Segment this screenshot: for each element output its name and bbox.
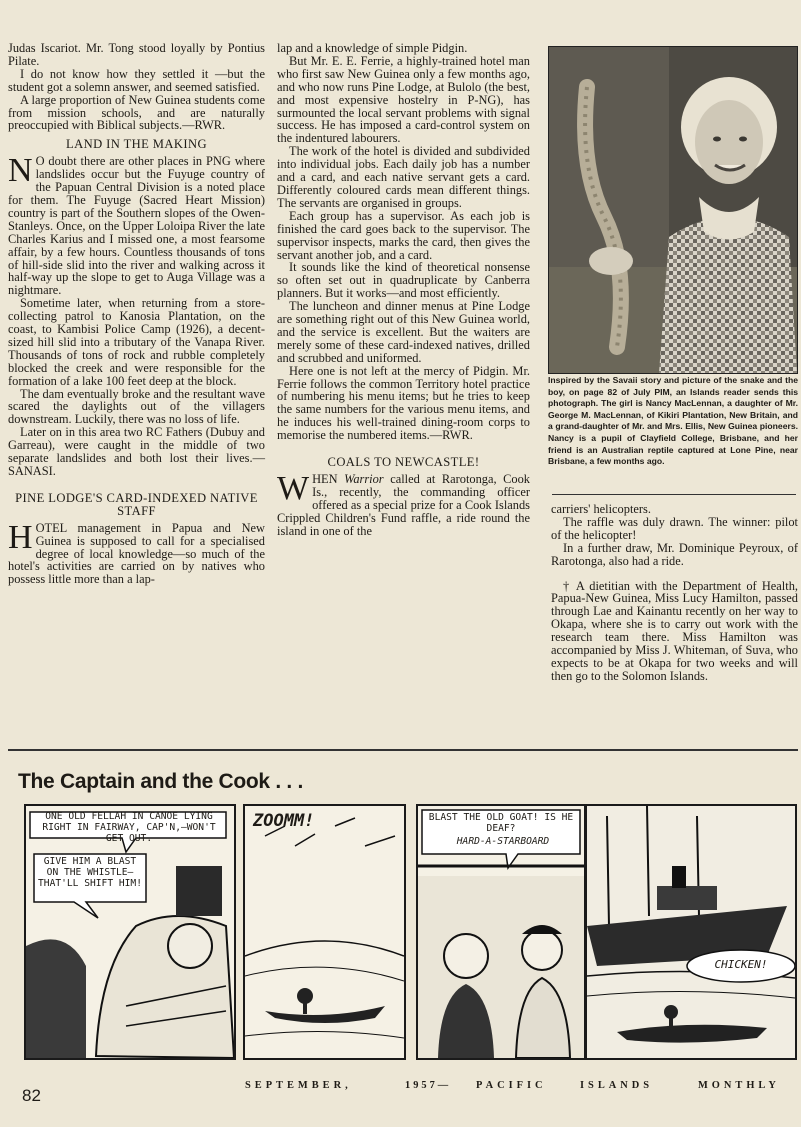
paragraph: † A dietitian with the Department of Health, Papua-New Guinea, Miss Lucy Hamilton, passed through Lae and Kainantu recently on her way to Okapa, where she is to carry out work with the research team there. Miss Hamilton was accompanied by Miss J. Whiteman, of Suva, who expects to be at Okapa for two weeks and will then go to the Solomon Islands. xyxy=(551,578,798,683)
paragraph: N O doubt there are other places in PNG where landslides occur but the Fuyuge country of the Papuan Central Division is a noted place for them. The Fuyuge (Sacred Heart Mission) country is part of the Southern slopes of the Owen-Stanleys. Once, on the Upper Loloipa River the late Charles Karius and I missed one, a most fearsome affair, by a few hours. Countless thousands of tons of hill-side slid into the river and walking across it half-way up the slope to get to Auga Village was a nightmare. xyxy=(8,152,265,298)
sound-effect: ZOOMM! xyxy=(253,811,315,831)
drop-cap: N xyxy=(8,152,33,190)
speech-bubble: GIVE HIM A BLAST ON THE WHISTLE—THAT'LL SHIFT HIM! xyxy=(38,856,142,889)
paragraph: It sounds like the kind of theoretical nonsense so often set out in quadruplicate by Canberra planners. But it works—and most efficiently. xyxy=(277,260,530,301)
paragraph: The luncheon and dinner menus at Pine Lodge are something right out of this New Guinea world, and the service is excellent. But the waiters are merely some of these card-indexed natives, drilled and scrubbed and uniformed. xyxy=(277,299,530,365)
paragraph: HOTEL management in Papua and New Guinea is supposed to call for a specialised degree of local knowledge—so much of the hotel's activities are carried on by natives who possess little more than a lap- xyxy=(8,518,265,587)
paragraph: The raffle was duly drawn. The winner: pilot of the helicopter! xyxy=(551,514,798,542)
article-heading: PINE LODGE'S CARD-INDEXED NATIVE STAFF xyxy=(15,490,258,518)
drop-cap: W xyxy=(277,470,310,507)
footer-publication-2: ISLANDS xyxy=(580,1080,654,1091)
article-heading: COALS TO NEWCASTLE! xyxy=(327,455,480,470)
paragraph: But Mr. E. E. Ferrie, a highly-trained hotel man who first saw New Guinea only a few months ago, and who now runs Pine Lodge, at Bulolo (the best, and most expensive hostelry in P-NG), has surmounted the local servant problems with signal success. He has imposed a card-control system on the indentured labourers. xyxy=(277,53,530,146)
photo-illustration xyxy=(549,47,797,373)
paragraph: carriers' helicopters. xyxy=(551,502,651,516)
footer-publication-1: PACIFIC xyxy=(476,1080,547,1091)
paragraph: The work of the hotel is divided and subdivided into individual jobs. Each daily job has a number and a card, and each native servant gets a card. Differently coloured cards mean different things. The servants are organised in groups. xyxy=(277,144,530,210)
speech-bubble: BLAST THE OLD GOAT! IS HE DEAF? xyxy=(428,812,574,834)
drop-cap: H xyxy=(8,518,33,556)
paragraph: The dam eventually broke and the resultant wave scared the daylights out of the villagers downstream. Luckily, there was no loss of life. xyxy=(8,386,265,427)
paragraph: In a further draw, Mr. Dominique Peyroux, of Rarotonga, also had a ride. xyxy=(551,540,798,568)
speech-bubble: CHICKEN! xyxy=(714,958,768,971)
paragraph: Judas Iscariot. Mr. Tong stood loyally by Pontius Pilate. xyxy=(8,41,265,68)
column-2 xyxy=(277,42,530,538)
paragraph: Later on in this area two RC Fathers (Dubuy and Garreau), were caught in the middle of two separate landslides and both lost their lives.—SANASI. xyxy=(8,425,265,478)
photo-caption: Inspired by the Savaii story and picture of the snake and the boy, on page 82 of July PIM, an Islands reader sends this photograph. The girl is Nancy MacLennan, a daughter of Mr. George M. MacLennan, of Kikiri Plantation, New Britain, and a grand-daughter of Mr. and Mrs. Ellis, New Guinea pioneers. Nancy is a pupil of Clayfield College, Brisbane, and her friend is an Australian reptile captured at Lone Pine, near Brisbane, a few months ago. xyxy=(548,375,798,467)
footer-year: 1957— xyxy=(405,1080,452,1091)
paragraph: lap and a knowledge of simple Pidgin. xyxy=(277,41,468,55)
speech-bubble: ONE OLD FELLAH IN CANOE LYING RIGHT IN FAIRWAY, CAP'N,—WON'T GET OUT. xyxy=(42,811,216,844)
caption-divider xyxy=(552,494,796,495)
comic-title: The Captain and the Cook . . . xyxy=(18,770,304,793)
comic-panel-3 xyxy=(416,804,586,1060)
photograph-girl-with-snake xyxy=(548,46,798,374)
paragraph: A large proportion of New Guinea students come from mission schools, and are naturally preoccupied with Biblical subjects.—RWR. xyxy=(8,92,265,133)
panel-2-drawing xyxy=(245,806,404,1058)
page-number: 82 xyxy=(22,1086,41,1105)
footer-publication-3: MONTHLY xyxy=(698,1080,780,1091)
paragraph: I do not know how they settled it —but the student got a solemn answer, and seemed satisfied. xyxy=(8,66,265,94)
comic-panel-1 xyxy=(24,804,236,1060)
paragraph: WHEN Warrior called at Rarotonga, Cook Is., recently, the commanding officer offered as a special prize for a Cook Islands Crippled Children's Fund raffle, a ride round the island in one of the xyxy=(277,470,530,538)
panel-4-drawing xyxy=(587,806,795,1058)
section-divider xyxy=(8,749,798,751)
paragraph: Each group has a supervisor. As each job is finished the card goes back to the supervisor. The supervisor inspects, marks the card, then gives the servant another job, and a card. xyxy=(277,208,530,262)
footer-month: SEPTEMBER, xyxy=(245,1080,352,1091)
speech-bubble: HARD-A-STARBOARD xyxy=(456,836,550,847)
comic-panel-2 xyxy=(243,804,406,1060)
paragraph: Here one is not left at the mercy of Pidgin. Mr. Ferrie follows the common Territory hotel practice of numbering his menu items; but he tries to keep the same numbers for the various menu items, and he induces his well-trained dining-room corps to memorise the numbered items.—RWR. xyxy=(277,363,530,443)
article-heading: LAND IN THE MAKING xyxy=(66,137,207,152)
paragraph: Sometime later, when returning from a store-collecting patrol to Kanosia Plantation, on the coast, to Kambisi Police Camp (1926), a decent-sized hill slid into a tributary of the Vanapa River. Thousands of tons of rock and rubble completely blocked the creek and were responsible for the formation of a lake 100 feet deep at the block. xyxy=(8,296,265,388)
column-1 xyxy=(8,42,265,586)
ship-name: Warrior xyxy=(344,472,384,486)
comic-panel-4 xyxy=(585,804,797,1060)
column-3 xyxy=(551,503,798,683)
